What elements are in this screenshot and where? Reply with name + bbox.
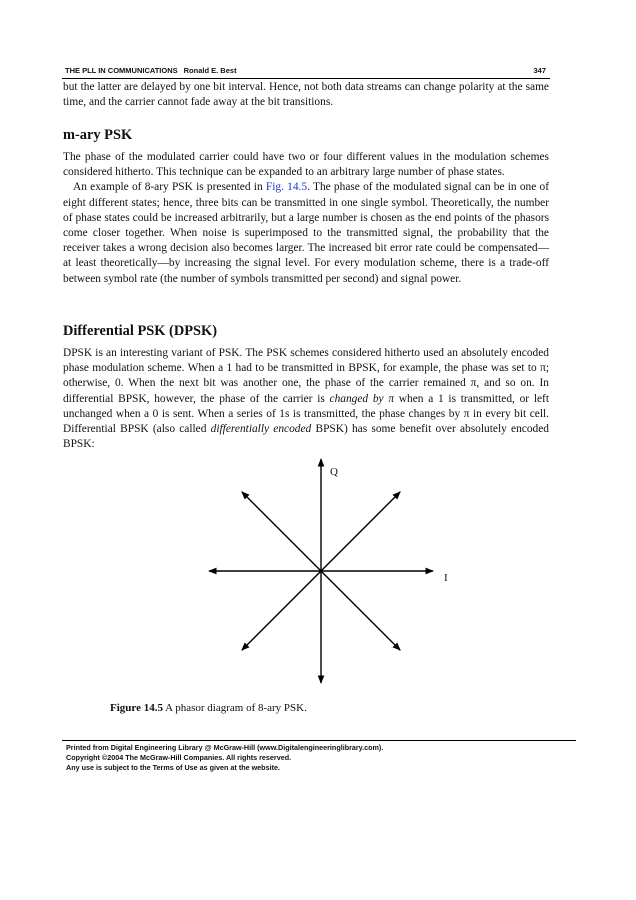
phasor-225deg [242, 571, 321, 650]
mary-p2-text-b: . The phase of the modulated signal can be in one of eight different states; hence, three bits can be transmitted in one single symbol. Theoretically, the number of phase states could be increased arbitrarily, but a large number is chosen as the end points of the phasors come closer together. When noise is superimposed to the transmitted signal, the probability that the receiver takes a wrong decision also becomes larger. The increased bit error rate could be compensated—at least theoretically—by increasing the signal level. For every modulation scheme, there is a trade-off between symbol rate (the number of symbols transmitted per second) and signal power. [63, 181, 549, 285]
heading-mary-psk: m-ary PSK [63, 127, 133, 143]
page-number: 347 [533, 66, 546, 75]
mary-p2-text-a: An example of 8-ary PSK is presented in [73, 181, 266, 194]
phasor-group [209, 459, 433, 683]
footer-line-3: Any use is subject to the Terms of Use as given at the website. [66, 763, 280, 772]
phasor-315deg [321, 571, 400, 650]
dpsk-body [63, 346, 549, 452]
footer [66, 743, 383, 773]
footer-divider [62, 740, 576, 741]
dpsk-text-a: DPSK is an interesting variant of PSK. The PSK schemes considered hitherto used an absolutely encoded phase modulation scheme. When a 1 had to be transmitted in BPSK, for example, the phase was set to π; otherwise, 0. When the next bit was another one, the phase of the carrier remained π, and so on. In differential BPSK, however, the phase of the carrier is [63, 347, 549, 405]
header-author: Ronald E. Best [183, 66, 237, 75]
intro-paragraph: but the latter are delayed by one bit interval. Hence, not both data streams can change polarity at the same time, and the carrier cannot fade away at the bit transitions. [63, 81, 549, 109]
heading-dpsk: Differential PSK (DPSK) [63, 323, 218, 339]
footer-line-1: Printed from Digital Engineering Library @ McGraw-Hill (www.Digitalengineeringlibrary.com). [66, 743, 384, 752]
caption-label: Figure 14.5 [110, 702, 163, 714]
header-title: THE PLL IN COMMUNICATIONS [65, 66, 178, 75]
header-divider [62, 78, 550, 79]
dpsk-emphasis-1: changed by π [329, 392, 395, 405]
dpsk-text-c: BPSK) has some benefit over absolutely encoded BPSK: [63, 423, 549, 451]
header-title-group [65, 66, 237, 75]
mary-paragraph-2 [63, 180, 549, 286]
figure-caption [110, 702, 307, 714]
figure-link[interactable]: Fig. 14.5 [265, 181, 308, 194]
mary-psk-body [63, 150, 549, 287]
phasor-diagram [200, 455, 460, 690]
caption-text: A phasor diagram of 8-ary PSK. [162, 702, 307, 714]
phasor-45deg [321, 492, 400, 571]
i-axis-label: I [444, 572, 448, 584]
phasor-135deg [242, 492, 321, 571]
mary-paragraph-1: The phase of the modulated carrier could have two or four different values in the modulation schemes considered hitherto. This technique can be expanded to an arbitrary large number of phase states. [63, 151, 549, 179]
dpsk-text-b: when a 1 is transmitted, or left unchanged when a 0 is sent. When a series of 1s is transmitted, the phase changes by π in every bit cell. Differential BPSK (also called [63, 392, 550, 436]
footer-line-2: Copyright ©2004 The McGraw-Hill Companies. All rights reserved. [66, 753, 292, 762]
q-axis-label: Q [330, 466, 338, 478]
running-header [64, 64, 548, 78]
dpsk-emphasis-2: differentially encoded [210, 423, 312, 436]
intro-paragraph-block [63, 80, 549, 110]
dpsk-paragraph-1 [63, 346, 549, 452]
